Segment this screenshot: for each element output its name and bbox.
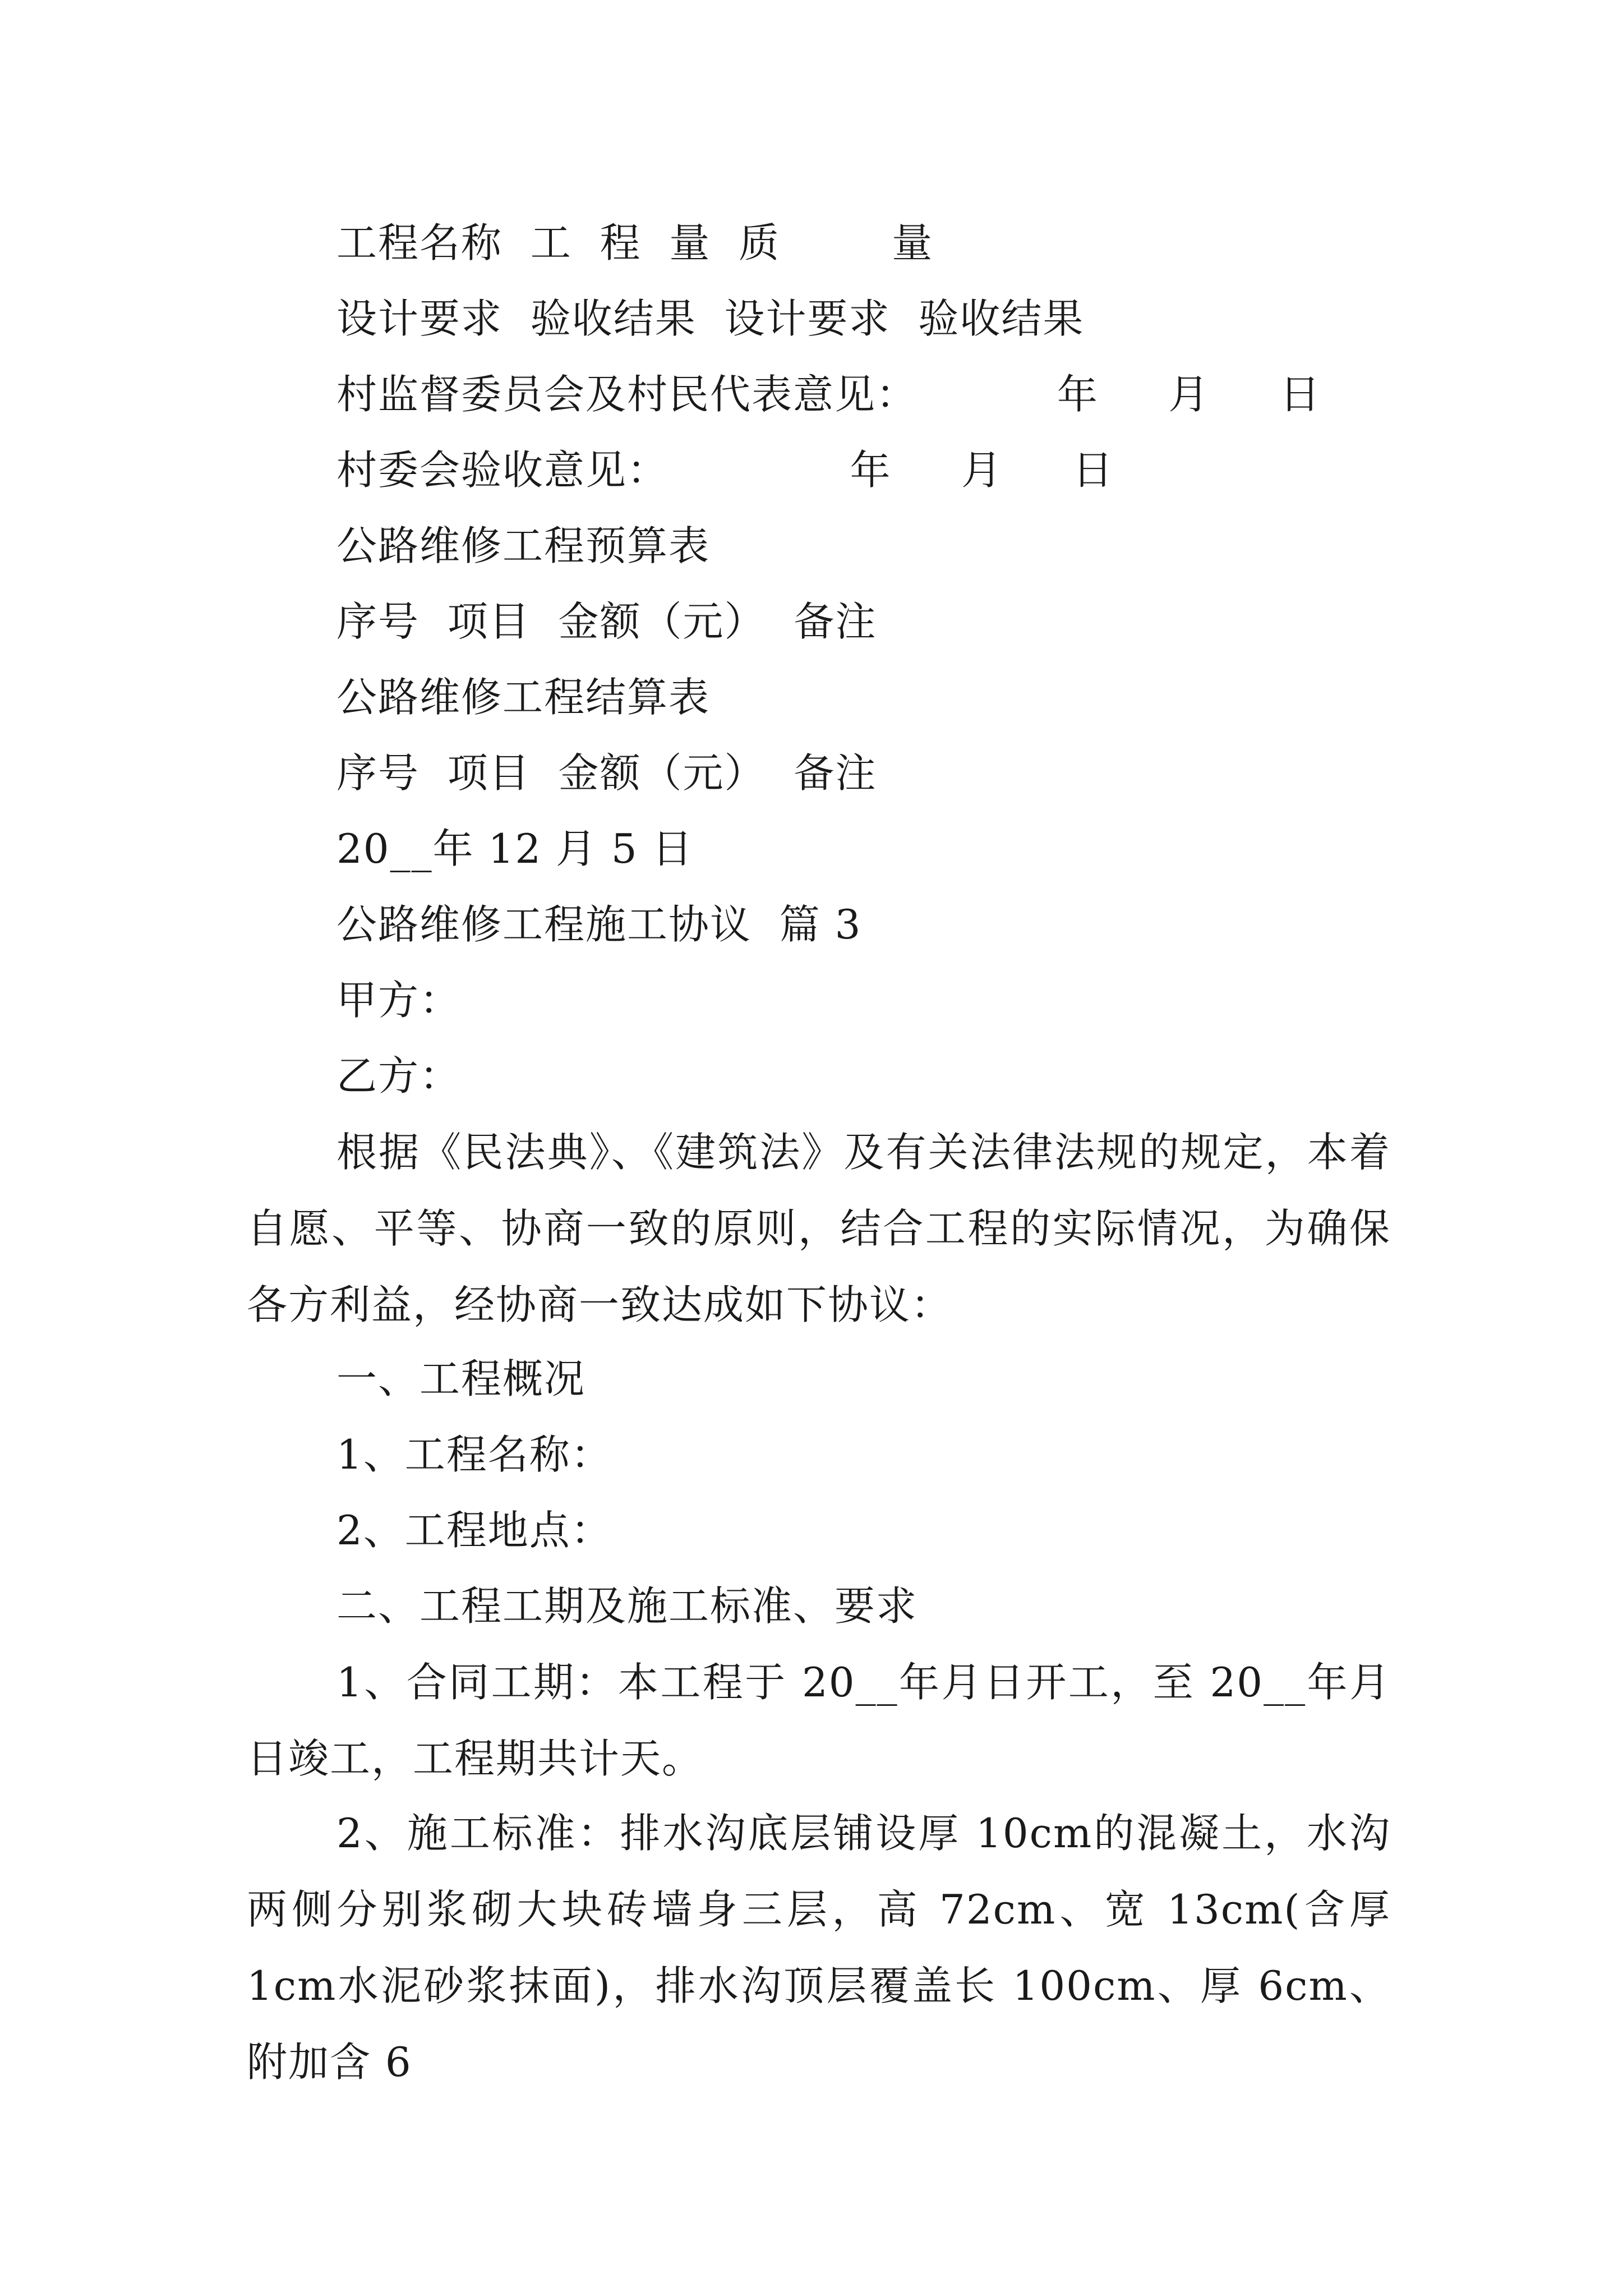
- acceptance-table-header-row-1: 工程名称 工 程 量 质 量: [336, 219, 934, 266]
- party-b-label: 乙方：: [336, 1052, 462, 1099]
- preamble-paragraph: 根据《民法典》、《建筑法》及有关法律法规的规定，本着自愿、平等、协商一致的原则，结合工程的实际情况，为确保各方利益，经协商一致达成如下协议：: [247, 1129, 1391, 1328]
- village-supervision-opinion: 村监督委员会及村民代表意见： 年 月 日: [336, 371, 1321, 418]
- section-1-heading: 一、工程概况: [336, 1355, 586, 1402]
- village-committee-opinion: 村委会验收意见： 年 月 日: [336, 447, 1114, 494]
- section-2-heading: 二、工程工期及施工标准、要求: [336, 1582, 918, 1630]
- construction-standard-paragraph: 2、施工标准：排水沟底层铺设厚 10cm的混凝土，水沟两侧分别浆砌大块砖墙身三层，高 72cm、宽 13cm(含厚 1cm水泥砂浆抹面)，排水沟顶层覆盖长 100cm、厚 6cm、附加含 6: [247, 1810, 1391, 2086]
- budget-table-header: 序号 项目 金额（元） 备注: [336, 598, 877, 645]
- project-location-item: 2、工程地点：: [336, 1507, 612, 1554]
- project-name-item: 1、工程名称：: [336, 1431, 612, 1478]
- document-date: 20__年 12 月 5 日: [336, 825, 694, 872]
- settlement-table-header: 序号 项目 金额（元） 备注: [336, 749, 877, 797]
- party-a-label: 甲方：: [336, 977, 462, 1024]
- acceptance-table-header-row-2: 设计要求 验收结果 设计要求 验收结果: [336, 295, 1085, 342]
- agreement-title: 公路维修工程施工协议 篇 3: [336, 901, 862, 948]
- settlement-table-title: 公路维修工程结算表: [336, 674, 711, 721]
- contract-period-paragraph: 1、合同工期：本工程于 20__年月日开工，至 20__年月日竣工，工程期共计天。: [247, 1659, 1391, 1782]
- budget-table-title: 公路维修工程预算表: [336, 522, 711, 569]
